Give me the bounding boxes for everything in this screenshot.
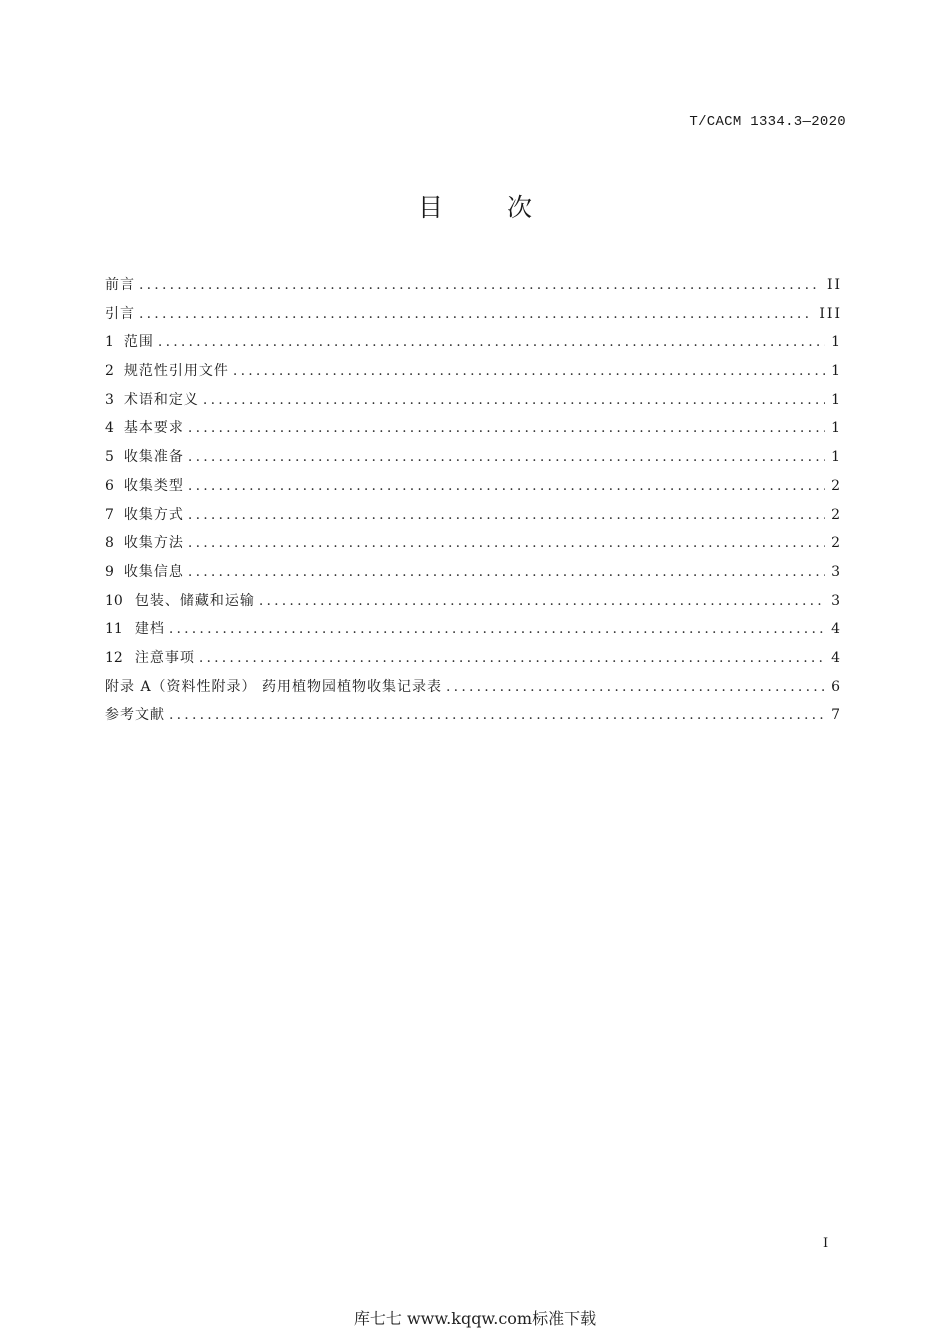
toc-entry-page: 1 <box>831 420 842 437</box>
dot-leader <box>188 478 825 494</box>
toc-entry-9[interactable] <box>105 561 842 590</box>
page-title: 目 次 <box>418 193 560 222</box>
toc-entry-page: 7 <box>831 707 842 724</box>
toc-entry-page: 2 <box>831 535 842 552</box>
toc-entry-page: III <box>819 305 842 322</box>
toc-entry-label: 引言 <box>105 305 135 322</box>
toc-entry-number: 2 <box>105 363 114 380</box>
toc-entry-label: 规范性引用文件 <box>123 363 229 380</box>
toc-entry-number: 7 <box>105 506 114 523</box>
toc-entry-4[interactable] <box>105 417 842 446</box>
toc-entry-page: 1 <box>831 449 842 466</box>
toc-entry-label: 收集准备 <box>123 449 184 466</box>
toc-entry-10[interactable] <box>105 590 842 619</box>
toc-entry-references[interactable] <box>105 704 842 733</box>
dot-leader <box>139 306 813 322</box>
toc-entry-11[interactable] <box>105 618 842 647</box>
toc-entry-label: 范围 <box>123 334 154 351</box>
toc-entry-page: 3 <box>831 563 842 580</box>
toc-entry-number: 8 <box>105 535 114 552</box>
toc-entry-label: 包装、储藏和运输 <box>134 592 255 609</box>
toc-entry-8[interactable] <box>105 532 842 561</box>
toc-entry-page: 4 <box>831 621 842 638</box>
toc-entry-page: II <box>826 277 842 293</box>
dot-leader <box>199 650 825 666</box>
dot-leader <box>203 392 825 408</box>
dot-leader <box>259 593 825 609</box>
toc-entry-page: 4 <box>831 649 842 666</box>
toc-entry-number: 5 <box>105 449 114 466</box>
toc-entry-label: 参考文献 <box>105 707 165 724</box>
toc-entry-label: 附录 A（资料性附录） 药用植物园植物收集记录表 <box>105 678 443 695</box>
page-number: I <box>823 1236 829 1251</box>
toc-entry-page: 2 <box>831 506 842 523</box>
toc-entry-page: 2 <box>831 477 842 494</box>
toc-entry-page: 1 <box>831 334 842 351</box>
dot-leader <box>233 363 825 379</box>
toc-entry-page: 1 <box>831 391 842 408</box>
dot-leader <box>169 707 825 723</box>
toc-entry-number: 9 <box>105 563 114 580</box>
toc-entry-number: 6 <box>105 477 114 494</box>
toc-entry-number: 3 <box>105 391 114 408</box>
toc-entry-label: 收集信息 <box>123 563 184 580</box>
toc-entry-number: 1 <box>105 334 114 351</box>
toc-entry-1[interactable] <box>105 331 842 360</box>
toc-entry-label: 收集类型 <box>123 477 184 494</box>
toc-entry-label: 收集方式 <box>123 506 184 523</box>
watermark-text: 库七七 www.kqqw.com标准下载 <box>353 1309 597 1328</box>
toc-entry-appendix-a[interactable] <box>105 676 842 705</box>
dot-leader <box>188 535 825 551</box>
toc-entry-label: 建档 <box>134 621 165 638</box>
toc-entry-7[interactable] <box>105 504 842 533</box>
toc-entry-page: 3 <box>831 592 842 609</box>
dot-leader <box>188 420 825 436</box>
toc-entry-page: 1 <box>831 363 842 380</box>
toc-entry-label: 收集方法 <box>123 535 184 552</box>
dot-leader <box>188 507 825 523</box>
toc-entry-page: 6 <box>831 678 842 695</box>
toc-entry-number: 11 <box>105 621 123 638</box>
toc-entry-label: 注意事项 <box>134 649 195 666</box>
dot-leader <box>446 679 825 695</box>
toc-entry-2[interactable] <box>105 360 842 389</box>
dot-leader <box>139 277 821 293</box>
toc-entry-number: 10 <box>105 592 123 609</box>
toc-entry-number: 12 <box>105 649 123 666</box>
dot-leader <box>188 449 825 465</box>
toc-entry-preface[interactable] <box>105 274 842 303</box>
dot-leader <box>169 621 825 637</box>
dot-leader <box>158 334 825 350</box>
toc-entry-label: 前言 <box>105 277 135 293</box>
toc-entry-12[interactable] <box>105 647 842 676</box>
toc-entry-introduction[interactable] <box>105 303 842 332</box>
toc-entry-number: 4 <box>105 420 114 437</box>
toc-entry-label: 术语和定义 <box>123 391 199 408</box>
dot-leader <box>188 564 825 580</box>
toc-entry-5[interactable] <box>105 446 842 475</box>
toc-entry-6[interactable] <box>105 475 842 504</box>
document-code: T/CACM 1334.3—2020 <box>689 114 846 130</box>
table-of-contents <box>105 274 842 733</box>
toc-entry-3[interactable] <box>105 389 842 418</box>
toc-entry-label: 基本要求 <box>123 420 184 437</box>
